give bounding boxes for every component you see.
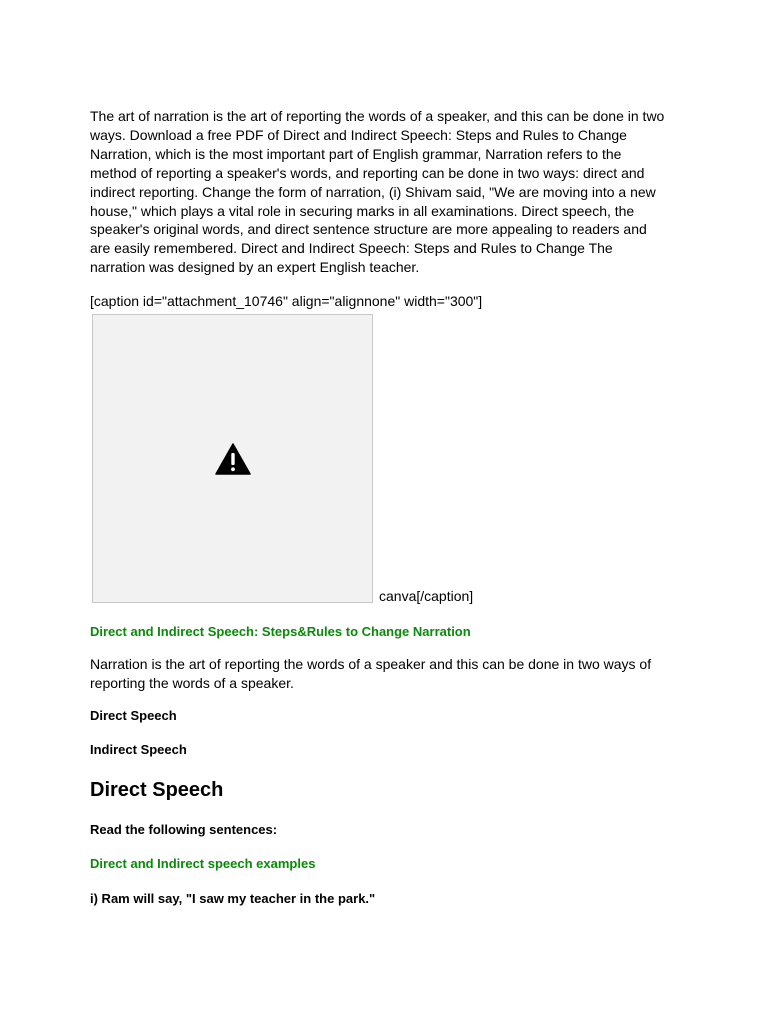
intro-paragraph: The art of narration is the art of reporting the words of a speaker, and this can be done in two ways. Download a free PDF of Direct and Indirect Speech: Steps and Rules to Change Narration, which is the most important part of English grammar, Narration refers to the method of reporting a speaker's words, and reporting can be done in two ways: direct and indirect reporting. Change the form of narration, (i) Shivam said, "We are moving into a new house," which plays a vital role in securing marks in all examinations. Direct speech, the speaker's original words, and direct sentence structure are more appealing to readers and are easily remembered. Direct and Indirect Speech: Steps and Rules to Change The narration was designed by an expert English teacher.: [90, 108, 665, 276]
caption-shortcode-close: canva[/caption]: [379, 588, 474, 605]
list-item-direct-speech: Direct Speech: [90, 707, 177, 723]
broken-image-placeholder: [92, 314, 373, 603]
list-item-indirect-speech: Indirect Speech: [90, 741, 187, 757]
article-content: [90, 107, 670, 908]
warning-icon: [215, 443, 251, 475]
caption-shortcode-open: [caption id="attachment_10746" align="alignnone" width="300"]: [90, 293, 483, 310]
read-following-label: Read the following sentences:: [90, 821, 278, 837]
section-title-direct-speech: Direct Speech: [90, 778, 224, 801]
example-sentence-1: i) Ram will say, "I saw my teacher in the park.": [90, 890, 376, 906]
caption-figure: [90, 314, 670, 603]
narration-paragraph: Narration is the art of reporting the words of a speaker and this can be done in two ways of reporting the words of a speaker.: [90, 656, 652, 692]
heading-steps-rules: Direct and Indirect Speech: Steps&Rules to Change Narration: [90, 624, 471, 640]
heading-examples: Direct and Indirect speech examples: [90, 855, 316, 871]
